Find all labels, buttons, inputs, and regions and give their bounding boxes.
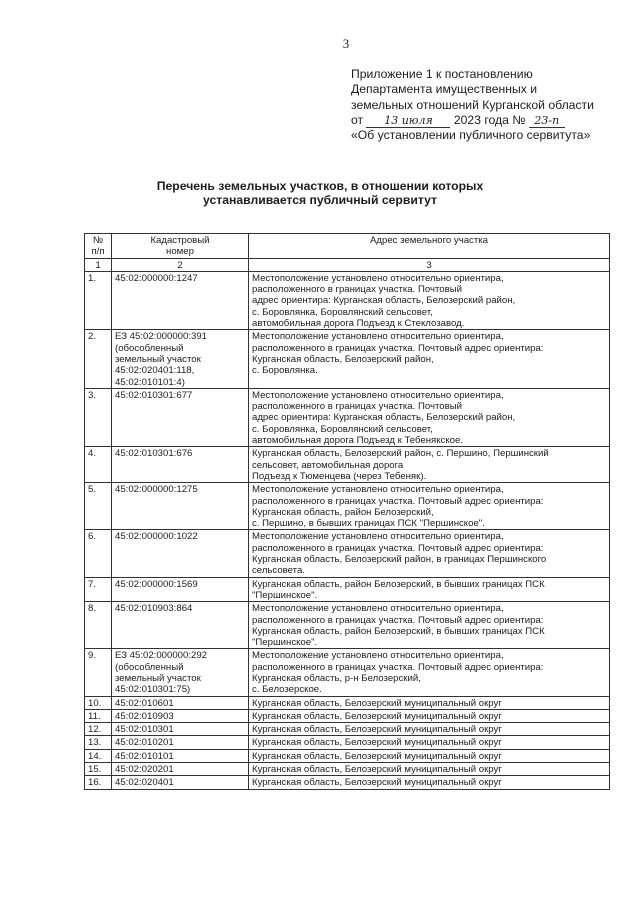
address-line: Курганская область, Белозерский муниципальный округ xyxy=(252,750,502,762)
cadastral-line: 45:02:010201 xyxy=(115,737,174,749)
address-line: Местоположение установлено относительно ориентира, xyxy=(252,272,504,284)
table-row xyxy=(85,649,610,696)
header-address: Адрес земельного участка xyxy=(249,234,610,259)
table-row xyxy=(85,749,610,762)
land-plots-table xyxy=(84,233,610,790)
header-cadastral-line-2: номер xyxy=(166,246,194,258)
table-row xyxy=(85,530,610,577)
address-line: Местоположение установлено относительно ориентира, xyxy=(252,331,504,343)
annex-date-line xyxy=(351,113,621,128)
row-number: 2. xyxy=(85,330,112,388)
address-line: Местоположение установлено относительно ориентира, xyxy=(252,484,504,496)
row-number: 4. xyxy=(85,447,112,483)
column-number-row xyxy=(85,258,610,271)
address-line: Курганская область, Белозерский муниципальный округ xyxy=(252,777,502,789)
cadastral-number-cell xyxy=(112,736,249,749)
row-number: 12. xyxy=(85,723,112,736)
cadastral-line: ЕЗ 45:02:000000:292 xyxy=(115,650,208,662)
cadastral-line: 45:02:000000:1247 xyxy=(115,272,198,284)
address-cell xyxy=(249,530,610,577)
address-line: "Першинское". xyxy=(252,637,318,649)
row-number: 1. xyxy=(85,271,112,329)
row-number: 10. xyxy=(85,696,112,709)
cadastral-line: 45:02:000000:1569 xyxy=(115,578,198,590)
address-cell xyxy=(249,736,610,749)
table-row xyxy=(85,696,610,709)
annex-date-prefix: от xyxy=(351,112,364,127)
address-line: Курганская область, район Белозерский, xyxy=(252,506,434,518)
table-row xyxy=(85,388,610,446)
column-number-3: 3 xyxy=(249,258,610,271)
annex-line-5: «Об установлении публичного сервитута» xyxy=(351,128,591,143)
row-number: 13. xyxy=(85,736,112,749)
cadastral-line: 45:02:020401:118, xyxy=(115,365,195,377)
cadastral-number-cell xyxy=(112,271,249,329)
address-cell xyxy=(249,649,610,696)
address-line: расположенного в границах участка. Почтовый xyxy=(252,401,462,413)
address-line: расположенного в границах участка. Почтовый адрес ориентира: xyxy=(252,614,544,626)
table-row xyxy=(85,602,610,649)
address-line: Курганская область, район Белозерский, в бывших границах ПСК xyxy=(252,625,545,637)
cadastral-number-cell xyxy=(112,763,249,776)
address-line: сельсовет, автомобильная дорога xyxy=(252,459,404,471)
cadastral-number-cell xyxy=(112,649,249,696)
cadastral-line: (обособленный xyxy=(115,661,184,673)
table-body xyxy=(85,271,610,789)
row-number: 14. xyxy=(85,749,112,762)
cadastral-line: 45:02:010301:677 xyxy=(115,389,193,401)
table-row xyxy=(85,271,610,329)
cadastral-line: ЕЗ 45:02:000000:391 xyxy=(115,331,208,343)
address-cell xyxy=(249,696,610,709)
row-number: 9. xyxy=(85,649,112,696)
address-line: Курганская область, Белозерский муниципальный округ xyxy=(252,710,502,722)
address-line: Курганская область, район Белозерский, в бывших границах ПСК xyxy=(252,578,545,590)
annex-line-1: Приложение 1 к постановлению xyxy=(351,67,533,81)
row-number: 5. xyxy=(85,483,112,530)
table-row xyxy=(85,723,610,736)
address-cell xyxy=(249,483,610,530)
table-row xyxy=(85,709,610,722)
cadastral-line: 45:02:010601 xyxy=(115,697,174,709)
cadastral-line: 45:02:010301:75) xyxy=(115,684,191,696)
address-line: сельсовета. xyxy=(252,565,305,577)
cadastral-number-cell xyxy=(112,530,249,577)
address-line: Местоположение установлено относительно ориентира, xyxy=(252,650,504,662)
address-cell xyxy=(249,749,610,762)
address-line: адрес ориентира: Курганская область, Белозерский район, xyxy=(252,412,516,424)
address-line: Подъезд к Тюменцева (через Тебеняк). xyxy=(252,470,427,482)
address-line: Курганская область, Белозерский район, xyxy=(252,353,434,365)
table-row xyxy=(85,763,610,776)
address-cell xyxy=(249,271,610,329)
cadastral-line: земельный участок xyxy=(115,353,201,365)
cadastral-line: 45:02:020201 xyxy=(115,764,174,776)
address-line: Курганская область, Белозерский район, с. Першино, Першинский xyxy=(252,448,549,460)
cadastral-number-cell xyxy=(112,602,249,649)
address-line: Курганская область, Белозерский муниципальный округ xyxy=(252,737,502,749)
address-line: Местоположение установлено относительно ориентира, xyxy=(252,531,504,543)
table-header-row xyxy=(85,234,610,259)
column-number-2: 2 xyxy=(112,258,249,271)
title-line-1: Перечень земельных участков, в отношении которых xyxy=(156,179,484,193)
address-cell xyxy=(249,330,610,388)
table-row xyxy=(85,447,610,483)
address-cell xyxy=(249,447,610,483)
row-number: 7. xyxy=(85,577,112,602)
cadastral-number-cell xyxy=(112,330,249,388)
cadastral-number-cell xyxy=(112,776,249,789)
table-row xyxy=(85,483,610,530)
address-line: расположенного в границах участка. Почтовый адрес ориентира: xyxy=(252,661,544,673)
cadastral-number-cell xyxy=(112,696,249,709)
cadastral-number-cell xyxy=(112,577,249,602)
address-line: адрес ориентира: Курганская область, Белозерский район, xyxy=(252,295,516,307)
address-line: с. Боровлянка, Боровлянский сельсовет, xyxy=(252,306,433,318)
annex-line-3: земельных отношений Курганской области xyxy=(351,97,594,112)
table-row xyxy=(85,330,610,388)
address-line: с. Першино, в бывших границах ПСК "Першинское". xyxy=(252,518,485,530)
document-title xyxy=(100,179,540,207)
annex-year-text: 2023 года № xyxy=(453,112,526,127)
address-line: с. Белозерское. xyxy=(252,684,322,696)
address-cell xyxy=(249,723,610,736)
address-cell xyxy=(249,763,610,776)
address-cell xyxy=(249,577,610,602)
address-line: с. Боровлянка. xyxy=(252,365,318,377)
row-number: 11. xyxy=(85,709,112,722)
cadastral-line: 45:02:010903 xyxy=(115,710,174,722)
row-number: 15. xyxy=(85,763,112,776)
address-line: Местоположение установлено относительно ориентира, xyxy=(252,389,504,401)
header-num-line-2: п/п xyxy=(91,246,105,258)
row-number: 16. xyxy=(85,776,112,789)
column-number-1: 1 xyxy=(85,258,112,271)
cadastral-line: 45:02:010101 xyxy=(115,750,174,762)
address-line: Местоположение установлено относительно ориентира, xyxy=(252,603,504,615)
address-line: Курганская область, Белозерский район, в границах Першинского xyxy=(252,554,547,566)
address-line: Курганская область, Белозерский муниципальный округ xyxy=(252,724,502,736)
title-line-2: устанавливается публичный сервитут xyxy=(203,193,437,207)
cadastral-line: 45:02:010301:676 xyxy=(115,448,193,460)
row-number: 8. xyxy=(85,602,112,649)
cadastral-line: (обособленный xyxy=(115,342,184,354)
table-row xyxy=(85,577,610,602)
address-line: автомобильная дорога Подъезд к Тебенякское. xyxy=(252,435,463,447)
row-number: 3. xyxy=(85,388,112,446)
address-cell xyxy=(249,709,610,722)
cadastral-number-cell xyxy=(112,447,249,483)
cadastral-number-cell xyxy=(112,709,249,722)
cadastral-line: 45:02:000000:1275 xyxy=(115,484,198,496)
cadastral-line: 45:02:010903:864 xyxy=(115,603,193,615)
header-num xyxy=(85,234,112,259)
cadastral-line: 45:02:010301 xyxy=(115,724,174,736)
cadastral-line: 45:02:020401 xyxy=(115,777,174,789)
address-line: расположенного в границах участка. Почтовый xyxy=(252,284,462,296)
address-line: автомобильная дорога Подъезд к Стеклозавод. xyxy=(252,318,465,330)
address-line: с. Боровлянка, Боровлянский сельсовет, xyxy=(252,423,433,435)
address-line: Курганская область, Белозерский муниципальный округ xyxy=(252,697,502,709)
annex-line-2: Департамента имущественных и xyxy=(351,82,538,97)
address-cell xyxy=(249,388,610,446)
address-line: расположенного в границах участка. Почтовый адрес ориентира: xyxy=(252,342,544,354)
address-line: Курганская область, р-н Белозерский, xyxy=(252,672,421,684)
cadastral-number-cell xyxy=(112,723,249,736)
address-cell xyxy=(249,602,610,649)
cadastral-line: 45:02:010101:4) xyxy=(115,376,185,388)
address-line: "Першинское". xyxy=(252,589,318,601)
table-row xyxy=(85,776,610,789)
address-line: Курганская область, Белозерский муниципальный округ xyxy=(252,764,502,776)
cadastral-line: 45:02:000000:1022 xyxy=(115,531,198,543)
address-line: расположенного в границах участка. Почтовый адрес ориентира: xyxy=(252,495,544,507)
handwritten-date: 13 июля xyxy=(366,114,450,128)
header-num-line-1: № xyxy=(92,235,104,246)
table-row xyxy=(85,736,610,749)
address-cell xyxy=(249,776,610,789)
cadastral-number-cell xyxy=(112,388,249,446)
header-cadastral-line-1: Кадастровый xyxy=(150,235,210,246)
page-number: 3 xyxy=(342,36,350,51)
cadastral-number-cell xyxy=(112,483,249,530)
cadastral-number-cell xyxy=(112,749,249,762)
row-number: 6. xyxy=(85,530,112,577)
annex-header xyxy=(351,67,621,143)
address-line: расположенного в границах участка. Почтовый адрес ориентира: xyxy=(252,542,544,554)
header-cadastral xyxy=(112,234,249,259)
handwritten-number: 23-п xyxy=(529,114,565,128)
cadastral-line: земельный участок xyxy=(115,672,201,684)
